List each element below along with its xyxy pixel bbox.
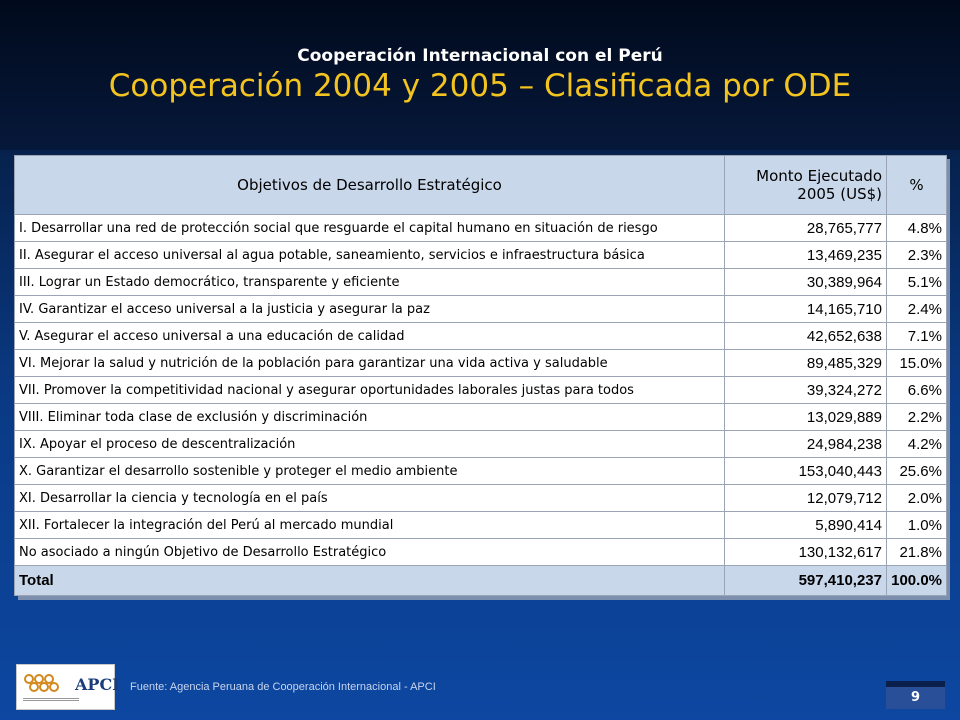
- table-row: [15, 350, 947, 377]
- total-amount: 597,410,237: [725, 566, 887, 596]
- amount-cell: 28,765,777: [725, 215, 887, 242]
- apci-logo-tagline: [23, 698, 79, 702]
- objective-cell: XII. Fortalecer la integración del Perú al mercado mundial: [15, 512, 725, 539]
- slide-title: Cooperación 2004 y 2005 – Clasificada por ODE: [108, 68, 852, 104]
- header-amount-line1: Monto Ejecutado: [756, 167, 882, 185]
- amount-cell: 14,165,710: [725, 296, 887, 323]
- objective-cell: No asociado a ningún Objetivo de Desarrollo Estratégico: [15, 539, 725, 566]
- table-row: [15, 404, 947, 431]
- percent-cell: 25.6%: [887, 458, 947, 485]
- table-row: [15, 323, 947, 350]
- table-row: [15, 485, 947, 512]
- objective-cell: III. Lograr un Estado democrático, transparente y eficiente: [15, 269, 725, 296]
- header-objectives: Objetivos de Desarrollo Estratégico: [15, 156, 725, 215]
- objective-cell: VIII. Eliminar toda clase de exclusión y discriminación: [15, 404, 725, 431]
- objective-cell: IX. Apoyar el proceso de descentralización: [15, 431, 725, 458]
- table-body: [15, 215, 947, 596]
- slide-subtitle: Cooperación Internacional con el Perú: [297, 46, 663, 66]
- apci-logo-mark-icon: [23, 671, 79, 695]
- header-percent: %: [887, 156, 947, 215]
- percent-cell: 5.1%: [887, 269, 947, 296]
- apci-logo-text: APCI: [75, 675, 120, 694]
- amount-cell: 153,040,443: [725, 458, 887, 485]
- objective-cell: I. Desarrollar una red de protección social que resguarde el capital humano en situación de riesgo: [15, 215, 725, 242]
- amount-cell: 12,079,712: [725, 485, 887, 512]
- objective-cell: VI. Mejorar la salud y nutrición de la población para garantizar una vida activa y saludable: [15, 350, 725, 377]
- header-amount-line2: 2005 (US$): [797, 185, 882, 203]
- percent-cell: 6.6%: [887, 377, 947, 404]
- slide-header: [0, 0, 960, 150]
- amount-cell: 30,389,964: [725, 269, 887, 296]
- table-row: [15, 539, 947, 566]
- percent-cell: 2.2%: [887, 404, 947, 431]
- table-row: [15, 242, 947, 269]
- amount-cell: 39,324,272: [725, 377, 887, 404]
- table-row: [15, 512, 947, 539]
- table-row: [15, 431, 947, 458]
- table-row: [15, 215, 947, 242]
- table-row: [15, 269, 947, 296]
- percent-cell: 15.0%: [887, 350, 947, 377]
- percent-cell: 7.1%: [887, 323, 947, 350]
- percent-cell: 4.8%: [887, 215, 947, 242]
- page-number: 9: [886, 681, 945, 709]
- percent-cell: 2.0%: [887, 485, 947, 512]
- percent-cell: 4.2%: [887, 431, 947, 458]
- percent-cell: 1.0%: [887, 512, 947, 539]
- total-label: Total: [15, 566, 725, 596]
- objective-cell: V. Asegurar el acceso universal a una educación de calidad: [15, 323, 725, 350]
- percent-cell: 2.3%: [887, 242, 947, 269]
- ode-table: [14, 155, 947, 596]
- table-header-row: [15, 156, 947, 215]
- amount-cell: 89,485,329: [725, 350, 887, 377]
- table-row: [15, 296, 947, 323]
- amount-cell: 13,029,889: [725, 404, 887, 431]
- apci-logo: [16, 664, 120, 710]
- header-amount: [725, 156, 887, 215]
- objective-cell: XI. Desarrollar la ciencia y tecnología en el país: [15, 485, 725, 512]
- amount-cell: 24,984,238: [725, 431, 887, 458]
- objective-cell: X. Garantizar el desarrollo sostenible y proteger el medio ambiente: [15, 458, 725, 485]
- table-row: [15, 377, 947, 404]
- percent-cell: 2.4%: [887, 296, 947, 323]
- objective-cell: IV. Garantizar el acceso universal a la justicia y asegurar la paz: [15, 296, 725, 323]
- ode-table-container: [14, 155, 946, 596]
- objective-cell: II. Asegurar el acceso universal al agua potable, saneamiento, servicios e infraestructura básica: [15, 242, 725, 269]
- source-note: Fuente: Agencia Peruana de Cooperación Internacional - APCI: [130, 681, 436, 693]
- amount-cell: 5,890,414: [725, 512, 887, 539]
- amount-cell: 13,469,235: [725, 242, 887, 269]
- total-percent: 100.0%: [887, 566, 947, 596]
- percent-cell: 21.8%: [887, 539, 947, 566]
- table-row: [15, 458, 947, 485]
- objective-cell: VII. Promover la competitividad nacional y asegurar oportunidades laborales justas para todos: [15, 377, 725, 404]
- amount-cell: 130,132,617: [725, 539, 887, 566]
- amount-cell: 42,652,638: [725, 323, 887, 350]
- total-row: [15, 566, 947, 596]
